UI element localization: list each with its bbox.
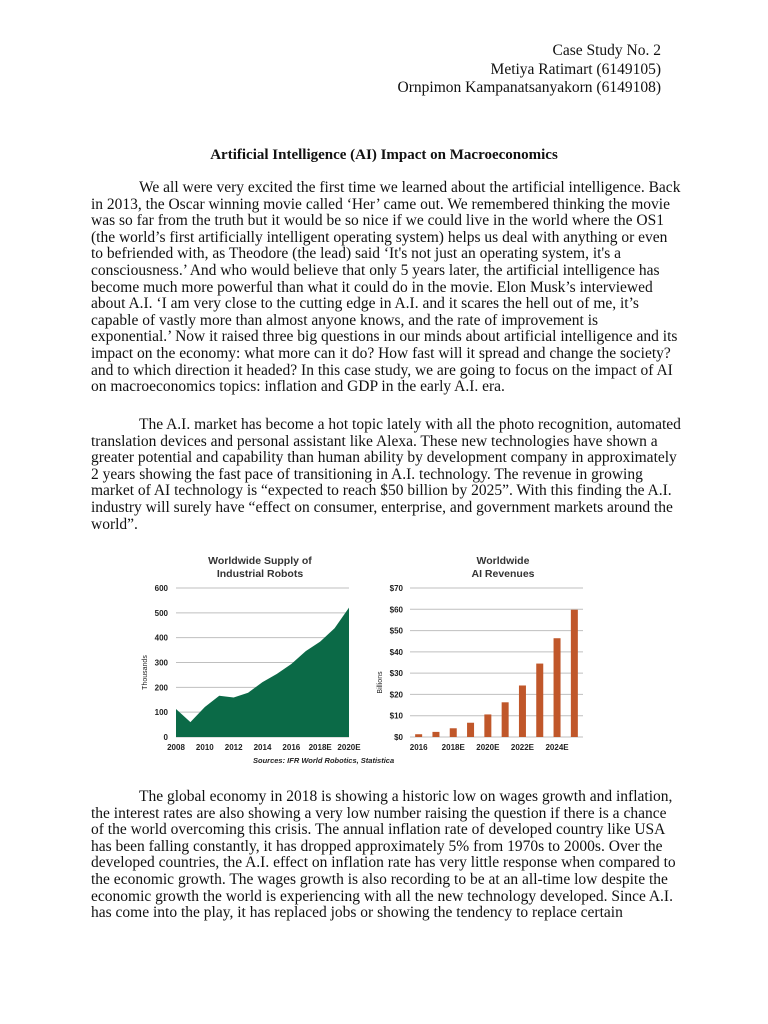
y-tick-label: $20 xyxy=(389,690,403,700)
revenue-bar xyxy=(519,685,526,737)
y-tick-label: 100 xyxy=(154,708,168,718)
x-tick-label: 2016 xyxy=(409,743,428,752)
chart-title: AI Revenues xyxy=(471,568,535,580)
y-tick-label: 0 xyxy=(163,733,168,742)
paragraph-text: The global economy in 2018 is showing a historic low on wages growth and inflation, the interest rates are also showing a very low number raising the question if there is a chance of the world overcoming this crisis. The annual inflation rate of developed country like USA has been falling constantly, it has dropped approximately 5% from 1970s to 2000s. Over the developed countries, the A.I. effect on inflation rate has very little response when compared to the economic growth. The wages growth is also recording to be at an all-time low despite the economic growth the world is experiencing with all the new technology developed. Since A.I. has come into the play, it has replaced jobs or showing the tendency to replace certain xyxy=(91,788,676,922)
x-tick-label: 2014 xyxy=(253,743,272,752)
y-tick-label: 500 xyxy=(154,608,168,618)
y-tick-label: $30 xyxy=(389,669,403,679)
y-tick-label: 200 xyxy=(154,683,168,693)
chart-title: Worldwide xyxy=(476,555,530,567)
y-tick-label: 400 xyxy=(154,633,168,643)
revenue-bar xyxy=(450,728,457,737)
paragraph-intro xyxy=(91,180,681,396)
robots-area-chart xyxy=(135,552,365,752)
paragraph-text: The A.I. market has become a hot topic lately with all the photo recognition, automated translation devices and personal assistant like Alexa. These new technologies have shown a greater potential and capability than human ability by development company in approximately 2 years showing the fast pace of transitioning in A.I. technology. The revenue in growing market of AI technology is “expected to reach $50 billion by 2025”. With this finding the A.I. industry will surely have “effect on consumer, enterprise, and government markets around the world”. xyxy=(91,416,681,533)
revenue-bar xyxy=(415,734,422,737)
y-tick-label: $70 xyxy=(389,584,403,593)
x-tick-label: 2024E xyxy=(545,743,569,752)
y-tick-label: 600 xyxy=(154,584,168,593)
ai-revenue-bar-chart xyxy=(370,552,595,752)
figure-source: Sources: IFR World Robotics, Statistica xyxy=(253,756,395,765)
x-tick-label: 2018E xyxy=(308,743,332,752)
x-tick-label: 2010 xyxy=(195,743,214,752)
chart-title: Worldwide Supply of xyxy=(208,555,312,567)
revenue-bar xyxy=(484,714,491,737)
y-tick-label: $50 xyxy=(389,626,403,636)
x-tick-label: 2012 xyxy=(224,743,243,752)
figure-charts xyxy=(135,552,595,772)
x-tick-label: 2008 xyxy=(167,743,185,752)
author-2: Ornpimon Kampanatsanyakorn (6149108) xyxy=(397,79,661,96)
x-tick-label: 2018E xyxy=(441,743,465,752)
document-title: Artificial Intelligence (AI) Impact on Macroeconomics xyxy=(210,147,558,163)
x-tick-label: 2022E xyxy=(510,743,535,752)
revenue-bar xyxy=(536,664,543,737)
document-header xyxy=(398,42,661,98)
revenue-bar xyxy=(432,732,439,737)
y-tick-label: $60 xyxy=(389,605,403,615)
y-axis-label: Billions xyxy=(377,671,384,694)
revenue-bar xyxy=(571,610,578,737)
y-tick-label: $40 xyxy=(389,647,403,657)
revenue-bar xyxy=(467,723,474,737)
paragraph-ai-market xyxy=(91,417,681,533)
revenue-bar xyxy=(554,638,561,737)
chart-title: Industrial Robots xyxy=(216,568,304,580)
paragraph-global-economy xyxy=(91,789,681,922)
x-tick-label: 2020E xyxy=(476,743,500,752)
y-tick-label: $10 xyxy=(389,711,403,721)
x-tick-label: 2020E xyxy=(337,743,361,752)
y-axis-label: Thousands xyxy=(142,655,149,690)
author-1: Metiya Ratimart (6149105) xyxy=(490,60,661,78)
case-study-number: Case Study No. 2 xyxy=(552,42,661,59)
y-tick-label: $0 xyxy=(394,733,403,742)
robots-area xyxy=(176,608,349,737)
x-tick-label: 2016 xyxy=(282,743,301,752)
revenue-bar xyxy=(502,702,509,737)
y-tick-label: 300 xyxy=(154,658,168,668)
paragraph-text: We all were very excited the first time we learned about the artificial intelligence. Back in 2013, the Oscar winning movie called ‘Her’ came out. We remembered thinking the movie was so far from the truth but it would be so nice if we could live in the world where the OS1 (the world’s first artificially intelligent operating system) helps us deal with anything or even to befriended with, as Theodore (the lead) said ‘It's not just an operating system, it's a consciousness.’ And who would believe that only 5 years later, the artificial intelligence has become much more powerful than what it could do in the movie. Elon Musk’s interviewed about A.I. ‘I am very close to the cutting edge in A.I. and it scares the hell out of me, it’s capable of vastly more than almost anyone knows, and the rate of improvement is exponential.’ Now it raised three big questions in our minds about artificial intelligence and its impact on the economy: what more can it do? How fast will it spread and change the society? and to which direction it headed? In this case study, we are going to focus on the impact of AI on macroeconomics topics: inflation and GDP in the early A.I. era. xyxy=(91,179,681,396)
